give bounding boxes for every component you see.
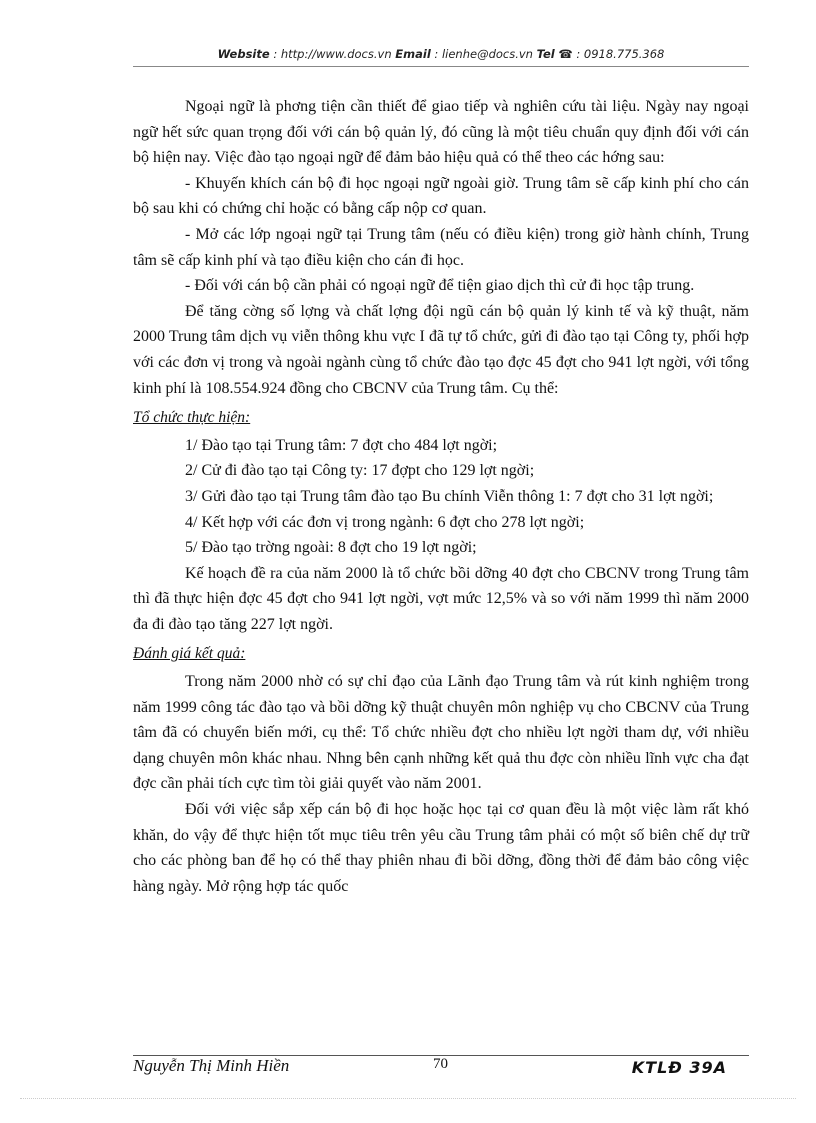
list-item: 5/ Đào tạo trờng ngoài: 8 đợt cho 19 lợt ngời; (185, 539, 477, 557)
tel-label: Tel (536, 47, 555, 61)
bullet-paragraph: - Đối với cán bộ cần phải có ngoại ngữ để tiện giao dịch thì cử đi học tập trung. (185, 277, 695, 295)
header-divider (133, 66, 749, 67)
website-label: Website (217, 47, 270, 61)
class-code: KTLĐ 39A (631, 1058, 727, 1077)
paragraph: Đối với việc sắp xếp cán bộ đi học hoặc học tại cơ quan đều là một việc làm rất khó khăn, do vậy để thực hiện tốt mục tiêu trên yêu cầu Trung tâm phải có một số biên chế dự trữ cho các phòng ban để họ có thể thay phiên nhau đi bồi dỡng, đồng thời để đảm bảo công việc hàng ngày. Mở rộng hợp tác quốc (133, 801, 749, 895)
paragraph: Ngoại ngữ là phơng tiện cần thiết để giao tiếp và nghiên cứu tài liệu. Ngày nay ngoại ngữ hết sức quan trọng đối với cán bộ quản lý, đó cũng là một tiêu chuẩn quy định đối với cán bộ hiện nay. Việc đào tạo ngoại ngữ để đảm bảo hiệu quả có thể theo các hớng sau: (133, 98, 749, 167)
paragraph: Trong năm 2000 nhờ có sự chỉ đạo của Lãnh đạo Trung tâm và rút kinh nghiệm trong năm 1999 công tác đào tạo và bồi dỡng kỹ thuật chuyên môn nghiệp vụ cho CBCNV của Trung tâm đã có chuyển biến mới, cụ thể: Tổ chức nhiều đợt cho nhiều lợt ngời tham dự, với nhiều dạng chuyên môn khác nhau. Nhng bên cạnh những kết quả thu đợc còn nhiều lĩnh vực cha đạt đợc cần phải tích cực tìm tòi giải quyết vào năm 2001. (133, 673, 749, 793)
email-value: : lienhe@docs.vn (430, 47, 537, 61)
author-name: Nguyễn Thị Minh Hiền (133, 1056, 290, 1075)
page-header (133, 47, 749, 61)
document-body (133, 94, 749, 899)
list-item: 2/ Cử đi đào tạo tại Công ty: 17 đợpt cho 129 lợt ngời; (185, 462, 535, 480)
list-item: 1/ Đào tạo tại Trung tâm: 7 đợt cho 484 lợt ngời; (185, 436, 498, 454)
page-footer (133, 1056, 749, 1080)
list-item: 3/ Gửi đào tạo tại Trung tâm đào tạo Bu chính Viễn thông 1: 7 đợt cho 31 lợt ngời; (185, 487, 714, 505)
paragraph: Kế hoạch đề ra của năm 2000 là tổ chức bồi dỡng 40 đợt cho CBCNV trong Trung tâm thì đã thực hiện đợc 45 đợt cho 941 lợt ngời, vợt mức 12,5% và so với năm 1999 thì năm 2000 đa đi đào tạo tăng 227 lợt ngời. (133, 564, 749, 633)
email-label: Email (395, 47, 431, 61)
section-heading-evaluation: Đánh giá kết quả: (133, 645, 246, 663)
bullet-paragraph: - Mở các lớp ngoại ngữ tại Trung tâm (nếu có điều kiện) trong giờ hành chính, Trung tâm sẽ cấp kinh phí và tạo điều kiện cho cán đi học. (133, 225, 749, 269)
tel-value: ☎ : 0918.775.368 (554, 47, 665, 61)
website-value: : http://www.docs.vn (269, 47, 396, 61)
section-heading-implementation: Tổ chức thực hiện: (133, 409, 251, 427)
bottom-dotted-line (20, 1098, 796, 1099)
bullet-paragraph: - Khuyến khích cán bộ đi học ngoại ngữ ngoài giờ. Trung tâm sẽ cấp kinh phí cho cán bộ sau khi có chứng chỉ hoặc có bằng cấp nộp cơ quan. (133, 174, 749, 218)
list-item: 4/ Kết hợp với các đơn vị trong ngành: 6 đợt cho 278 lợt ngời; (185, 513, 585, 531)
page-number: 70 (433, 1056, 448, 1072)
paragraph: Để tăng cờng số lợng và chất lợng đội ngũ cán bộ quản lý kinh tế và kỹ thuật, năm 2000 Trung tâm dịch vụ viễn thông khu vực I đã tự tổ chức, gửi đi đào tạo tại Công ty, phối hợp với các đơn vị trong và ngoài ngành cùng tổ chức đào tạo đợc 45 đợt cho 941 lợt ngời, với tổng kinh phí là 108.554.924 đồng cho CBCNV của Trung tâm. Cụ thể: (133, 302, 749, 397)
